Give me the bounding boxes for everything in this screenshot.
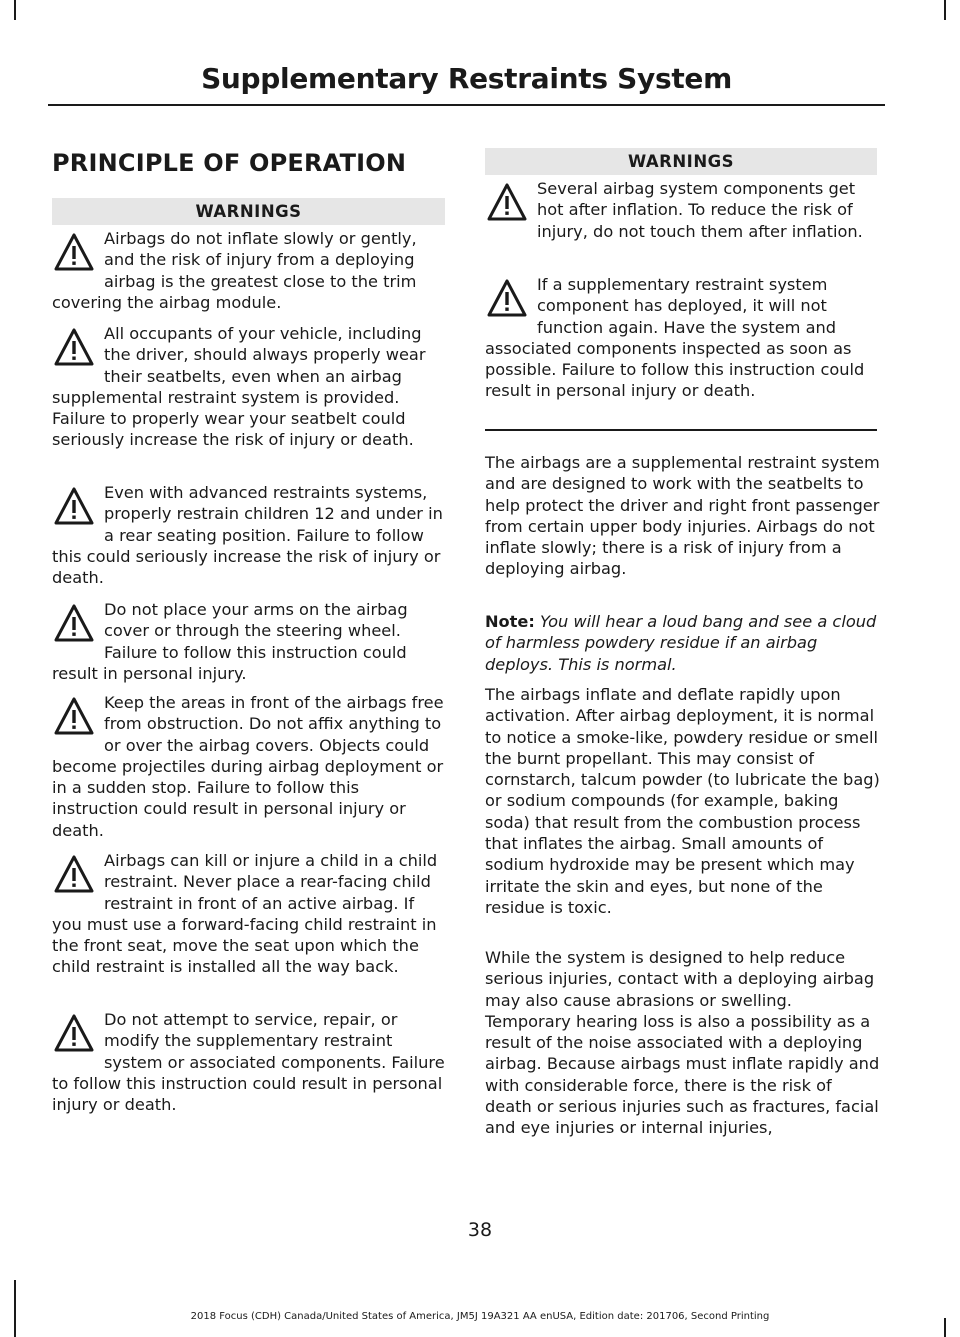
warning-text: Do not place your arms on the airbag cover or through the steering wheel. Failure to follow this instruction could result in personal injury. [52,600,408,683]
warning-item [52,850,448,978]
paragraph: The airbags inflate and deflate rapidly upon activation. After airbag deployment, it is normal to notice a smoke-like, powdery residue or smell the burnt propellant. This may consist of cornstarch, talcum powder (to lubricate the bag) or sodium compounds (for example, baking soda) that result from the combustion process that inflates the airbag. Small amounts of sodium hydroxide may be present which may irritate the skin and eyes, but none of the residue is toxic. [485,685,880,917]
warning-text: Airbags do not inflate slowly or gently, and the risk of injury from a deploying airbag is the greatest close to the trim covering the airbag module. [52,229,417,312]
warning-item [52,1009,448,1115]
note-label: Note: [485,612,535,631]
warning-triangle-icon [54,1012,94,1054]
warnings-heading: WARNINGS [485,148,877,175]
warning-text: All occupants of your vehicle, including the driver, should always properly wear their seatbelts, even when an airbag supplemental restraint system is provided. Failure to properly wear your seatbelt could seriously increase the risk of injury or death. [52,324,426,450]
warning-triangle-icon [54,602,94,644]
chapter-title: Supplementary Restraints System [201,62,732,95]
header-rule [48,104,885,106]
warnings-end-rule [485,429,877,431]
paragraph: While the system is designed to help reduce serious injuries, contact with a deploying airbag may also cause abrasions or swelling. Temporary hearing loss is also a possibility as a result of the noise associated with a deploying airbag. Because airbags must inflate rapidly and with considerable force, there is the risk of death or serious injuries such as fractures, facial and eye injuries or internal injuries, [485,948,880,1138]
note [485,611,880,675]
warning-triangle-icon [54,231,94,273]
warning-text: Airbags can kill or injure a child in a child restraint. Never place a rear-facing child restraint in front of an active airbag. If you must use a forward-facing child restraint in the front seat, move the seat upon which the child restraint is installed all the way back. [52,851,438,977]
warning-text: Even with advanced restraints systems, properly restrain children 12 and under in a rear seating position. Failure to follow this could seriously increase the risk of injury or death. [52,483,443,588]
warning-triangle-icon [487,277,527,319]
page-number: 38 [467,1219,493,1241]
warning-item [52,692,448,841]
warning-text: Keep the areas in front of the airbags free from obstruction. Do not affix anything to or over the airbag covers. Objects could become projectiles during airbag deployment or in a sudden stop. Failure to follow this instruction could result in personal injury or death. [52,693,444,840]
crop-mark [14,1280,16,1337]
paragraph: The airbags are a supplemental restraint system and are designed to work with the seatbelts to help protect the driver and right front passenger from certain upper body injuries. Airbags do not inflate slowly; there is a risk of injury from a deploying airbag. [485,453,880,579]
warning-item [52,228,448,313]
warning-text: Do not attempt to service, repair, or modify the supplementary restraint system or associated components. Failure to follow this instruction could result in personal injury or death. [52,1010,445,1115]
footer-edition: 2018 Focus (CDH) Canada/United States of America, JM5J 19A321 AA enUSA, Edition date: 201706, Second Printing [190,1311,770,1322]
warning-text: If a supplementary restraint system component has deployed, it will not function again. Have the system and associated components inspected as soon as possible. Failure to follow this instruction could result in personal injury or death. [485,275,865,401]
crop-mark [944,0,946,20]
warning-item [52,482,448,588]
warning-triangle-icon [487,181,527,223]
warning-item [485,178,880,242]
crop-mark [14,0,16,20]
warning-triangle-icon [54,485,94,527]
warning-triangle-icon [54,326,94,368]
warning-triangle-icon [54,695,94,737]
note-text: You will hear a loud bang and see a cloud of harmless powdery residue if an airbag deploys. This is normal. [485,612,877,674]
section-title: PRINCIPLE OF OPERATION [52,149,407,177]
warning-item [485,274,880,402]
warning-item [52,599,448,684]
warning-item [52,323,448,451]
warnings-heading: WARNINGS [52,198,445,225]
warning-triangle-icon [54,853,94,895]
warning-text: Several airbag system components get hot after inflation. To reduce the risk of injury, do not touch them after inflation. [537,179,863,241]
